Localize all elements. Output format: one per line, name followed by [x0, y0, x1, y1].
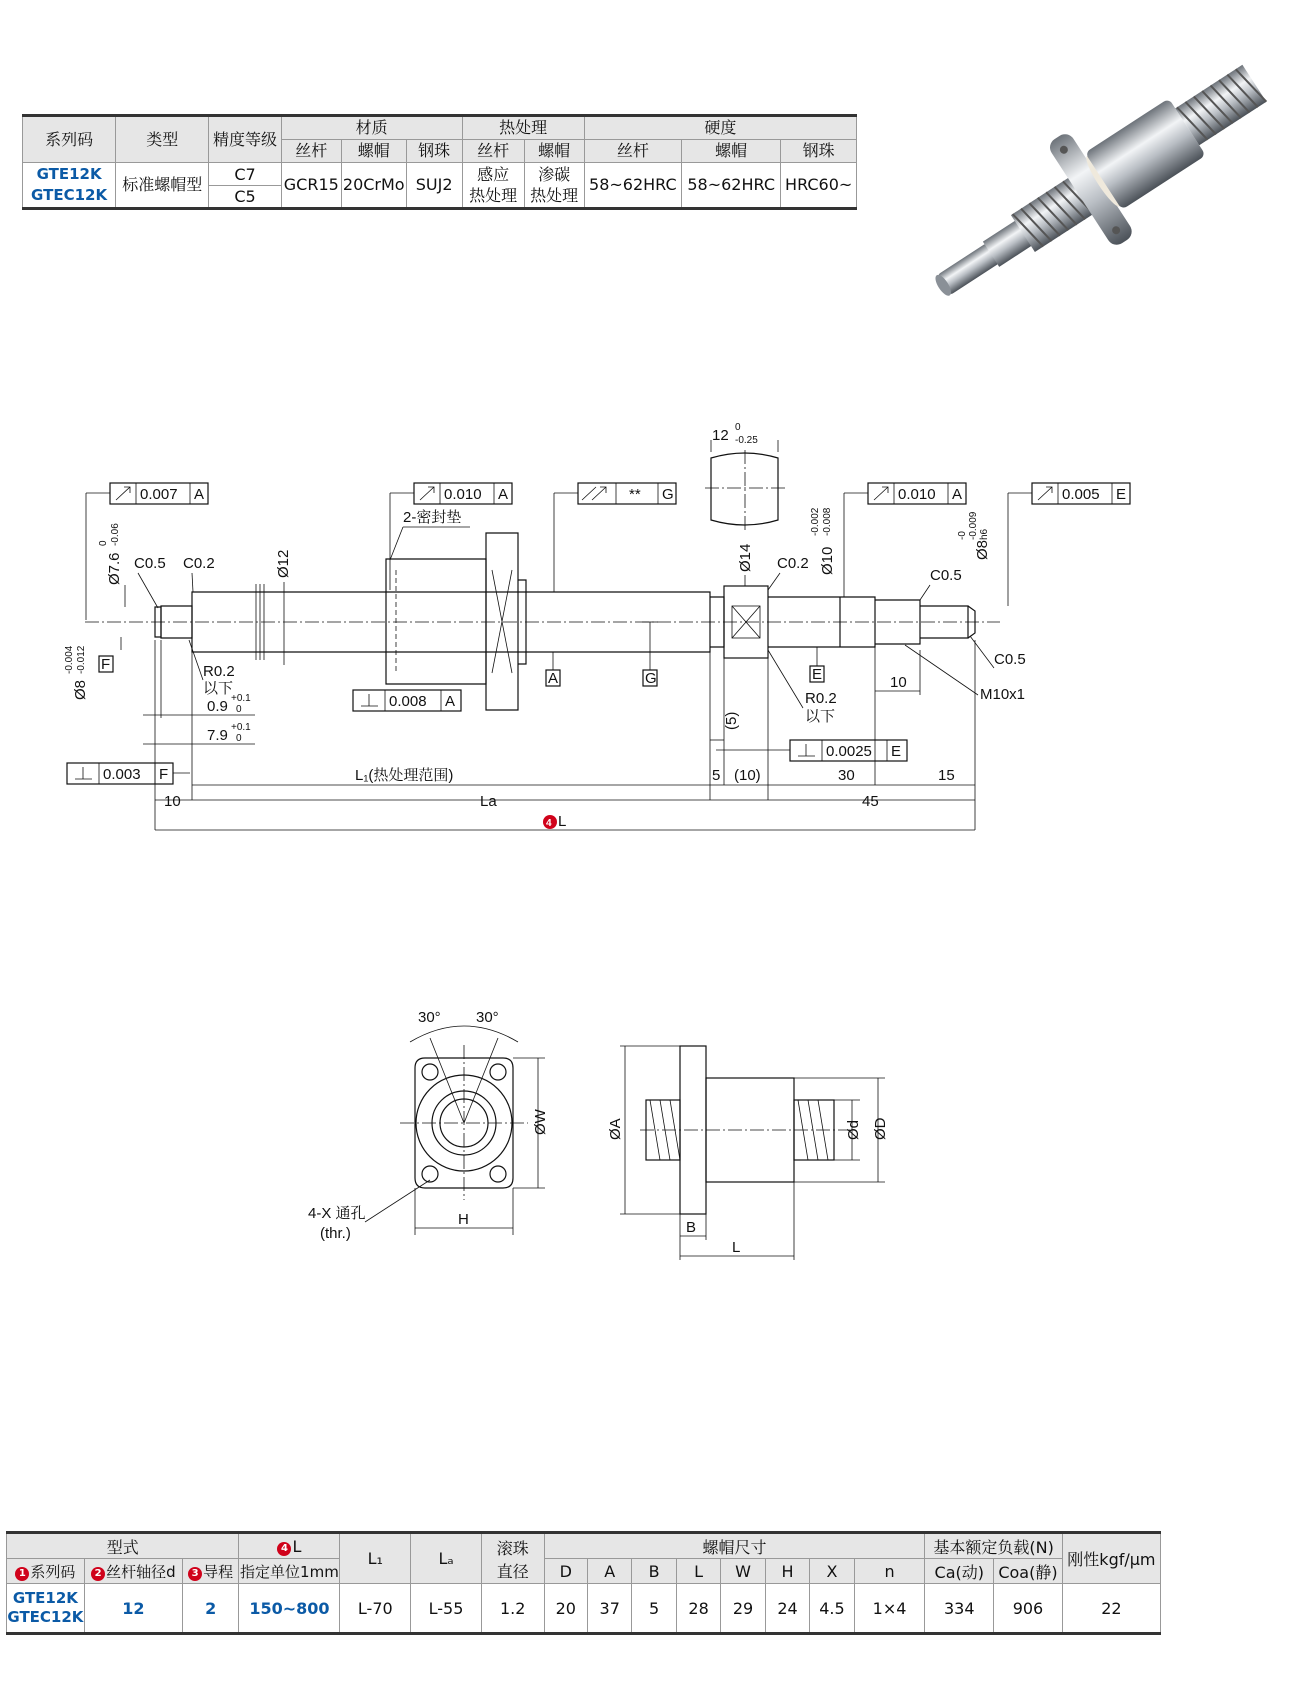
fcf-star-datum: G	[662, 486, 674, 503]
cell-code	[7, 1584, 85, 1634]
dim-l1: L₁(热处理范围)	[355, 767, 454, 784]
dim-79-tol-up: +0.1	[231, 722, 251, 733]
heat-nut-2: 热处理	[530, 186, 579, 205]
flat-dim: 12	[712, 427, 729, 444]
type-cell: 标准螺帽型	[116, 163, 209, 209]
header-heat-screw: 丝杆	[462, 140, 524, 163]
fcf-0010b-datum: A	[952, 486, 963, 503]
chamfer-c05-right-top: C0.5	[930, 567, 962, 584]
dim-h: H	[458, 1211, 469, 1228]
hardness-screw-cell: 58~62HRC	[584, 163, 681, 209]
marker-2: 2	[91, 1567, 105, 1581]
header-h: H	[765, 1559, 809, 1584]
header-model: 型式	[7, 1533, 239, 1559]
series-code-2: GTEC12K	[31, 186, 108, 204]
data-table	[6, 1531, 1161, 1635]
fcf-00025-value: 0.0025	[826, 743, 872, 760]
fcf-0008	[353, 690, 461, 711]
fcf-0003-datum: F	[159, 766, 169, 783]
header-series	[7, 1559, 85, 1584]
dim-10-m10: 10	[890, 674, 907, 691]
dia-8-h6-sub: h6	[979, 528, 990, 540]
header-l1: L₁	[340, 1533, 411, 1584]
dim-09: 0.9	[207, 698, 228, 715]
precision-2: C5	[234, 186, 256, 206]
dim-a: ØA	[607, 1118, 624, 1140]
fcf-0003	[67, 763, 190, 784]
header-n: n	[854, 1559, 925, 1584]
hardness-nut-cell: 58~62HRC	[682, 163, 781, 209]
dim-15: 15	[938, 767, 955, 784]
header-hardness-ball: 钢珠	[781, 140, 857, 163]
thread-m10: M10x1	[980, 686, 1026, 703]
dim-79: 7.9	[207, 727, 228, 744]
dia-76: Ø7.6	[106, 552, 123, 585]
cell-code-2: GTEC12K	[7, 1608, 84, 1626]
header-b: B	[632, 1559, 676, 1584]
dim-5: 5	[712, 767, 721, 784]
header-shaft	[84, 1559, 182, 1584]
header-ball-2: 直径	[496, 1561, 529, 1581]
angle-left: 30°	[418, 1009, 441, 1026]
dim-09-tol-dn: 0	[236, 704, 242, 715]
cell-ln: 28	[676, 1584, 720, 1634]
cell-lead: 2	[182, 1584, 239, 1634]
fcf-0005-datum: E	[1116, 486, 1127, 503]
table-row	[7, 1584, 1161, 1634]
dim-w: ØW	[532, 1109, 549, 1135]
dia-8-h6-tol-dn: -0.009	[968, 511, 979, 540]
dia-8: Ø8	[72, 679, 89, 700]
fcf-00025	[716, 740, 907, 761]
chamfer-c02-right: C0.2	[777, 555, 809, 572]
cell-n: 1×4	[854, 1584, 925, 1634]
dia-8-tol-dn: -0.012	[76, 645, 87, 674]
header-d: D	[544, 1559, 587, 1584]
dia-12: Ø12	[275, 549, 292, 578]
chamfer-c05-right-bot: C0.5	[994, 651, 1026, 668]
dim-5-paren: (5)	[723, 711, 740, 730]
header-material-screw: 丝杆	[281, 140, 341, 163]
nut-body	[386, 533, 526, 710]
cell-ca: 334	[925, 1584, 994, 1634]
dia-10: Ø10	[819, 546, 836, 575]
header-type: 类型	[116, 116, 209, 163]
fcf-0003-value: 0.003	[103, 766, 141, 783]
dia-10-tol-up: -0.002	[810, 507, 821, 536]
header-nut-dims: 螺帽尺寸	[544, 1533, 925, 1559]
fcf-0008-datum: A	[445, 693, 456, 710]
header-l	[239, 1533, 340, 1559]
cell-rigidity: 22	[1062, 1584, 1160, 1634]
holes-thr: (thr.)	[320, 1225, 351, 1242]
l-marker: 4	[546, 818, 552, 829]
cell-coa: 906	[994, 1584, 1063, 1634]
dim-l-nut: L	[732, 1239, 741, 1256]
header-ca: Ca(动)	[925, 1559, 994, 1584]
dim-09-tol-up: +0.1	[231, 693, 251, 704]
cell-w: 29	[721, 1584, 765, 1634]
marker-1: 1	[15, 1567, 29, 1581]
cell-l1: L-70	[340, 1584, 411, 1634]
header-coa: Coa(静)	[994, 1559, 1063, 1584]
radius-left-below: 以下	[203, 680, 234, 697]
material-nut-cell: 20CrMo	[341, 163, 406, 209]
dim-45: 45	[862, 793, 879, 810]
seal-label: 2-密封垫	[403, 509, 462, 526]
fcf-0010-a	[390, 483, 512, 590]
flat-section	[705, 422, 785, 530]
header-series-code: 系列码	[23, 116, 116, 163]
header-load: 基本额定负载(N)	[925, 1533, 1062, 1559]
marker-3: 3	[188, 1567, 202, 1581]
header-shaft-text: 丝杆轴径d	[106, 1562, 176, 1581]
cell-d: 20	[544, 1584, 587, 1634]
fcf-0010a-datum: A	[498, 486, 509, 503]
header-lead-text: 导程	[203, 1562, 234, 1581]
dia-10-tol-dn: -0.008	[822, 507, 833, 536]
dim-d-small: Ød	[845, 1119, 862, 1140]
chamfer-c02-left: C0.2	[183, 555, 215, 572]
header-heat-nut: 螺帽	[524, 140, 584, 163]
chamfer-c05-left: C0.5	[134, 555, 166, 572]
fcf-0005-value: 0.005	[1062, 486, 1100, 503]
angle-right: 30°	[476, 1009, 499, 1026]
radius-left: R0.2	[203, 663, 235, 680]
fcf-0007-datum: A	[194, 486, 205, 503]
datum-e-label: E	[812, 666, 823, 683]
fcf-0010b-value: 0.010	[898, 486, 936, 503]
cell-a: 37	[587, 1584, 631, 1634]
header-material-ball: 钢珠	[406, 140, 462, 163]
holes-label: 4-X 通孔	[308, 1205, 366, 1222]
fcf-star-value: **	[629, 486, 641, 503]
hardness-ball-cell: HRC60~	[781, 163, 857, 209]
heat-screw-1: 感应	[477, 165, 510, 184]
series-code-1: GTE12K	[36, 165, 102, 183]
fcf-0007-value: 0.007	[140, 486, 178, 503]
material-ball-cell: SUJ2	[406, 163, 462, 209]
fcf-total-runout	[554, 483, 676, 592]
header-heat-treatment: 热处理	[462, 116, 584, 140]
cell-la: L-55	[411, 1584, 482, 1634]
material-screw-cell: GCR15	[281, 163, 341, 209]
header-hardness-screw: 丝杆	[584, 140, 681, 163]
dim-10-left: 10	[164, 793, 181, 810]
fcf-0005	[1008, 483, 1130, 606]
header-material-nut: 螺帽	[341, 140, 406, 163]
cell-code-1: GTE12K	[12, 1589, 78, 1607]
dia-14: Ø14	[737, 543, 754, 572]
cell-b: 5	[632, 1584, 676, 1634]
nut-end-view	[308, 1009, 549, 1242]
header-rigidity: 刚性kgf/μm	[1062, 1533, 1160, 1584]
marker-4: 4	[277, 1542, 291, 1556]
header-precision: 精度等级	[209, 116, 281, 163]
fcf-00025-datum: E	[891, 743, 902, 760]
heat-screw-2: 热处理	[469, 186, 518, 205]
dia-8-h6-tol-up: -0	[957, 531, 968, 540]
cell-h: 24	[765, 1584, 809, 1634]
dim-la: La	[480, 793, 497, 810]
fcf-0007	[86, 483, 208, 620]
header-material: 材质	[281, 116, 462, 140]
flat-tol-dn: -0.25	[735, 435, 758, 446]
nut-side-view	[607, 1046, 889, 1260]
header-l-text: L	[292, 1536, 302, 1556]
radius-right-below: 以下	[805, 708, 836, 725]
heat-nut-1: 渗碳	[538, 165, 571, 184]
cell-x: 4.5	[810, 1584, 854, 1634]
dim-79-tol-dn: 0	[236, 733, 242, 744]
fcf-0008-value: 0.008	[389, 693, 427, 710]
dim-30: 30	[838, 767, 855, 784]
dim-b: B	[686, 1219, 697, 1236]
dia-76-tol-up: 0	[98, 540, 109, 546]
header-hardness-nut: 螺帽	[682, 140, 781, 163]
dia-8-h6: Ø8	[974, 539, 991, 560]
datum-g-label: G	[645, 670, 657, 687]
cell-shaft: 12	[84, 1584, 182, 1634]
header-x: X	[810, 1559, 854, 1584]
fcf-0010a-value: 0.010	[444, 486, 482, 503]
dia-8-tol-up: -0.004	[64, 645, 75, 674]
datum-a-label: A	[548, 670, 559, 687]
cell-l: 150~800	[239, 1584, 340, 1634]
dia-76-tol-dn: -0.06	[110, 523, 121, 546]
header-lead	[182, 1559, 239, 1584]
header-ball-1: 滚珠	[496, 1538, 529, 1558]
header-a: A	[587, 1559, 631, 1584]
dim-l-total: L	[558, 813, 567, 830]
datum-f-label: F	[101, 656, 111, 673]
flat-tol-up: 0	[735, 422, 741, 433]
header-la: Lₐ	[411, 1533, 482, 1584]
header-w: W	[721, 1559, 765, 1584]
header-hardness: 硬度	[584, 116, 856, 140]
header-ball	[481, 1533, 544, 1584]
radius-right: R0.2	[805, 690, 837, 707]
cell-ball: 1.2	[481, 1584, 544, 1634]
dim-10-paren: (10)	[734, 767, 761, 784]
header-series-text: 系列码	[30, 1562, 76, 1581]
header-ln: L	[676, 1559, 720, 1584]
header-l-unit: 指定单位1mm	[239, 1559, 340, 1584]
precision-1: C7	[209, 164, 280, 186]
dim-d-large: ØD	[872, 1117, 889, 1140]
